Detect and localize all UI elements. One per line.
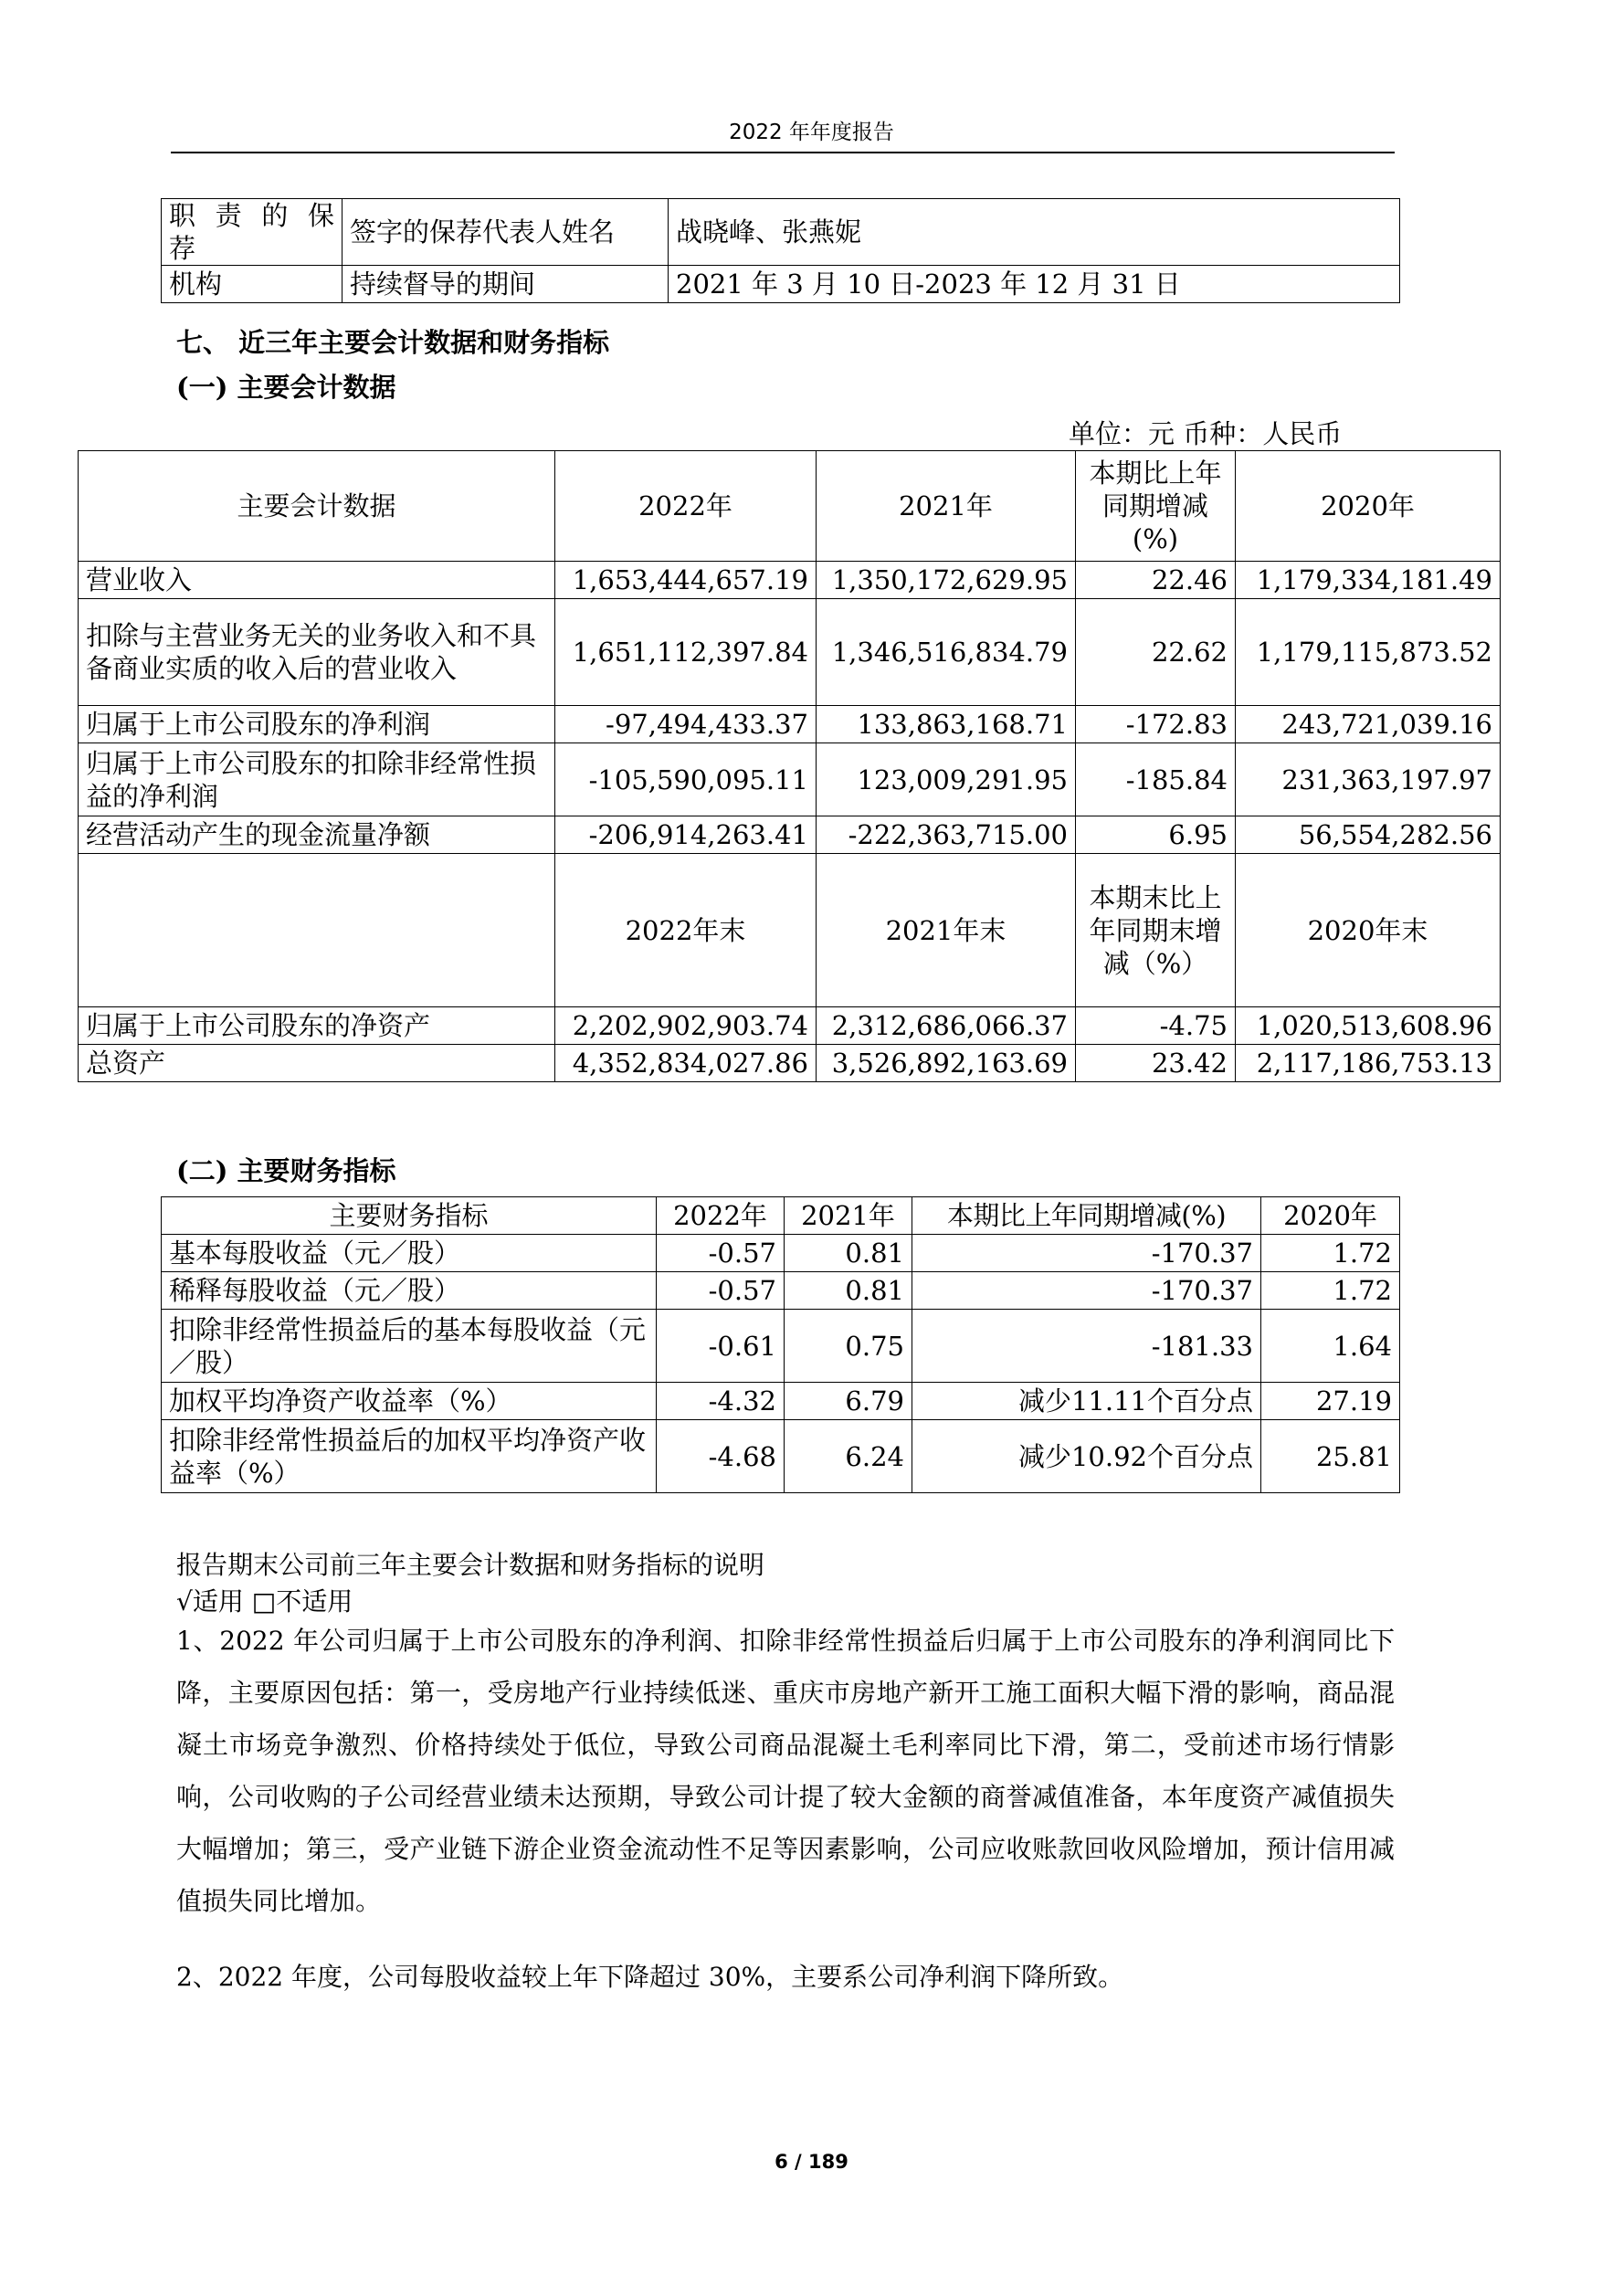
header-cell: 本期比上年同期增减(%) [912,1197,1261,1235]
note-paragraph-2: 2、2022 年度，公司每股收益较上年下降超过 30%，主要系公司净利润下降所致。 [176,1962,1124,1992]
table-row [79,816,1501,854]
value-cell: 22.62 [1076,599,1236,706]
row-label: 稀释每股收益（元／股） [162,1272,657,1310]
header-cell: 2021年 [817,451,1076,562]
table-row [79,1007,1501,1045]
table-header-row [162,1197,1400,1235]
row-label: 总资产 [79,1045,555,1082]
value-cell: 减少11.11个百分点 [912,1383,1261,1420]
table-row [79,599,1501,706]
value-cell: -4.32 [657,1383,785,1420]
value-cell: 2,312,686,066.37 [817,1007,1076,1045]
section-7-1-title: (一) 主要会计数据 [176,372,396,403]
page-number: 6 / 189 [775,2151,848,2173]
value-cell: 27.19 [1261,1383,1400,1420]
header-cell: 本期末比上年同期末增减（%） [1076,854,1236,1007]
header-rule [171,152,1395,153]
section-7-title: 七、 近三年主要会计数据和财务指标 [176,327,610,358]
table-row [79,706,1501,743]
value-cell: 0.75 [785,1310,912,1383]
value-cell: 6.95 [1076,816,1236,854]
row-label: 扣除与主营业务无关的业务收入和不具备商业实质的收入后的营业收入 [79,599,555,706]
value-cell: 2,117,186,753.13 [1236,1045,1501,1082]
value-cell: 6.79 [785,1383,912,1420]
value-cell: 0.81 [785,1272,912,1310]
applicability-checkbox: √适用 □不适用 [176,1586,353,1617]
value-cell: -4.75 [1076,1007,1236,1045]
value-cell: 1,179,115,873.52 [1236,599,1501,706]
value-cell: 1,350,172,629.95 [817,562,1076,599]
header-cell: 2022年 [555,451,817,562]
accounting-data-table [78,450,1501,1082]
value-cell: 3,526,892,163.69 [817,1045,1076,1082]
value-cell: 1.64 [1261,1310,1400,1383]
row-label: 加权平均净资产收益率（%） [162,1383,657,1420]
header-cell: 2020年 [1236,451,1501,562]
value-cell: -181.33 [912,1310,1261,1383]
value-cell: -0.61 [657,1310,785,1383]
section-7-2-title: (二) 主要财务指标 [176,1155,396,1186]
header-cell: 主要财务指标 [162,1197,657,1235]
row-label: 归属于上市公司股东的净利润 [79,706,555,743]
value-cell: 1,346,516,834.79 [817,599,1076,706]
value-cell: 231,363,197.97 [1236,743,1501,816]
value-cell: 22.46 [1076,562,1236,599]
table-row [162,1383,1400,1420]
row-label: 营业收入 [79,562,555,599]
value-cell: 123,009,291.95 [817,743,1076,816]
value-cell: -0.57 [657,1235,785,1272]
sponsor-org-label-1: 职 责 的 保 荐 [162,199,343,266]
value-cell: -172.83 [1076,706,1236,743]
value-cell: -97,494,433.37 [555,706,817,743]
sponsor-row-value: 2021 年 3 月 10 日-2023 年 12 月 31 日 [669,266,1400,303]
value-cell: -222,363,715.00 [817,816,1076,854]
table-header-row [79,451,1501,562]
table-row [79,562,1501,599]
unit-label: 单位：元 币种：人民币 [1069,418,1343,449]
header-cell: 2022年 [657,1197,785,1235]
value-cell: -4.68 [657,1420,785,1493]
note-title: 报告期末公司前三年主要会计数据和财务指标的说明 [176,1550,765,1580]
value-cell: 0.81 [785,1235,912,1272]
value-cell: -105,590,095.11 [555,743,817,816]
table-row [79,1045,1501,1082]
value-cell: 1.72 [1261,1235,1400,1272]
value-cell: 1,653,444,657.19 [555,562,817,599]
value-cell: 133,863,168.71 [817,706,1076,743]
table-row [162,1420,1400,1493]
header-cell: 2022年末 [555,854,817,1007]
value-cell: 243,721,039.16 [1236,706,1501,743]
value-cell: 4,352,834,027.86 [555,1045,817,1082]
value-cell: -170.37 [912,1235,1261,1272]
value-cell: 1,179,334,181.49 [1236,562,1501,599]
table-row [162,1235,1400,1272]
row-label: 扣除非经常性损益后的加权平均净资产收益率（%） [162,1420,657,1493]
header-cell: 2021年 [785,1197,912,1235]
value-cell: -185.84 [1076,743,1236,816]
table-row [162,1272,1400,1310]
value-cell: 25.81 [1261,1420,1400,1493]
financial-indicators-table [161,1196,1400,1493]
row-label: 归属于上市公司股东的扣除非经常性损益的净利润 [79,743,555,816]
page-header-title: 2022 年年度报告 [729,121,894,144]
note-paragraph-1: 1、2022 年公司归属于上市公司股东的净利润、扣除非经常性损益后归属于上市公司股东的净利润同比下降，主要原因包括：第一，受房地产行业持续低迷、重庆市房地产新开工施工面积大幅下滑的影响，商品混凝土市场竞争激烈、价格持续处于低位，导致公司商品混凝土毛利率同比下滑，第二，受前述市场行情影响，公司收购的子公司经营业绩未达预期，导致公司计提了较大金额的商誉减值准备，本年度资产减值损失大幅增加；第三，受产业链下游企业资金流动性不足等因素影响，公司应收账款回收风险增加，预计信用减值损失同比增加。 [176,1626,1395,1916]
table-row [162,1310,1400,1383]
row-label: 扣除非经常性损益后的基本每股收益（元／股） [162,1310,657,1383]
sponsor-row-label: 持续督导的期间 [343,266,669,303]
value-cell: 6.24 [785,1420,912,1493]
value-cell: -0.57 [657,1272,785,1310]
row-label: 基本每股收益（元／股） [162,1235,657,1272]
row-label: 归属于上市公司股东的净资产 [79,1007,555,1045]
header-cell: 本期比上年同期增减(%) [1076,451,1236,562]
header-cell: 2020年 [1261,1197,1400,1235]
value-cell: -206,914,263.41 [555,816,817,854]
sponsor-org-label-2: 机构 [162,266,343,303]
table-subheader-row [79,854,1501,1007]
header-cell: 2020年末 [1236,854,1501,1007]
value-cell: -170.37 [912,1272,1261,1310]
header-cell [79,854,555,1007]
value-cell: 1,020,513,608.96 [1236,1007,1501,1045]
value-cell: 56,554,282.56 [1236,816,1501,854]
value-cell: 1,651,112,397.84 [555,599,817,706]
row-label: 经营活动产生的现金流量净额 [79,816,555,854]
header-cell: 2021年末 [817,854,1076,1007]
sponsor-table [161,198,1400,303]
table-row [79,743,1501,816]
sponsor-row-value: 战晓峰、张燕妮 [669,199,1400,266]
header-cell: 主要会计数据 [79,451,555,562]
sponsor-row-label: 签字的保荐代表人姓名 [343,199,669,266]
value-cell: 23.42 [1076,1045,1236,1082]
value-cell: 2,202,902,903.74 [555,1007,817,1045]
value-cell: 减少10.92个百分点 [912,1420,1261,1493]
value-cell: 1.72 [1261,1272,1400,1310]
